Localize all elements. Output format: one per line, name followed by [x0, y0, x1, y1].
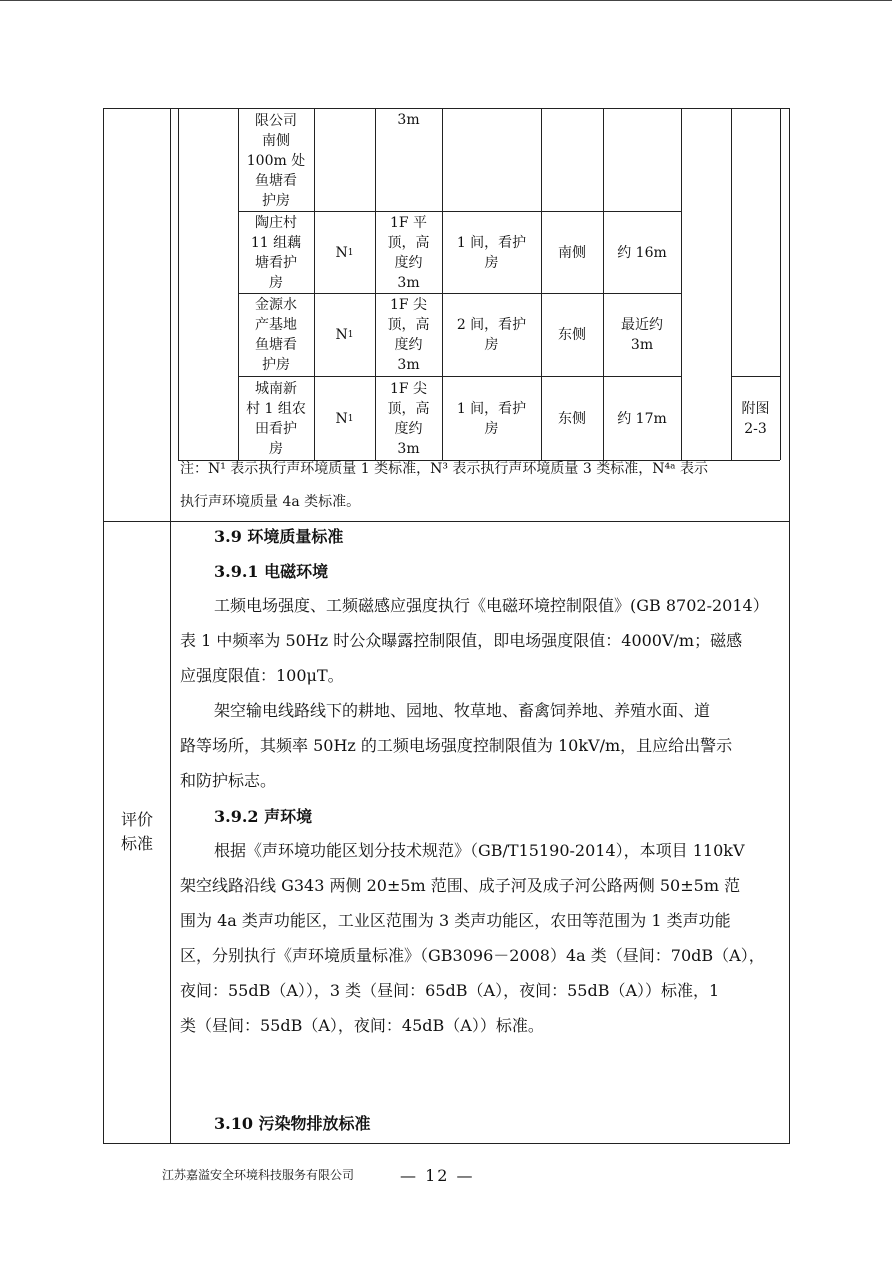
- section-heading: 3.9 环境质量标准: [214, 527, 344, 546]
- inner-table-right: [780, 108, 781, 460]
- section-heading: 3.9.1 电磁环境: [214, 562, 329, 581]
- paragraph-line: 区，分别执行《声环境质量标准》（GB3096－2008）4a 类（昼间：70dB（A），: [180, 946, 765, 965]
- table-cell-standard: N 1: [335, 410, 354, 427]
- section-heading: 3.9.2 声环境: [214, 807, 313, 826]
- table-cell-structure: 1F 尖 顶，高 度约 3m: [387, 297, 430, 373]
- table-note-line: 注：N¹ 表示执行声环境质量 1 类标准，N³ 表示执行声环境质量 3 类标准，N⁴ᵃ 表示: [180, 461, 708, 477]
- paragraph-line: 架空输电线路线下的耕地、园地、牧草地、畜禽饲养地、养殖水面、道: [214, 701, 711, 720]
- paragraph-line: 应强度限值：100μT。: [180, 666, 344, 685]
- table-cell-figure: 附图 2-3: [741, 400, 770, 437]
- paragraph-line: 根据《声环境功能区划分技术规范》（GB/T15190-2014），本项目 110kV: [214, 841, 745, 860]
- paragraph-line: 夜间：55dB（A）），3 类（昼间：65dB（A），夜间：55dB（A））标准，1: [180, 981, 720, 1000]
- paragraph-line: 围为 4a 类声功能区，工业区范围为 3 类声功能区，农田等范围为 1 类声功能: [180, 911, 731, 930]
- table-cell-distance: 约 17m: [617, 410, 667, 427]
- table-note-line: 执行声环境质量 4a 类标准。: [180, 494, 361, 510]
- table-cell-direction: 东侧: [558, 410, 586, 427]
- section-divider: [103, 521, 790, 522]
- table-cell-scale: 1 间，看护 房: [456, 400, 527, 437]
- table-cell-standard: N 1: [335, 327, 354, 343]
- table-cell-scale: 2 间，看护 房: [456, 317, 527, 353]
- table-cell-name: 金源水 产基地 鱼塘看 护房: [255, 297, 297, 373]
- table-cell-distance: 最近约 3m: [621, 317, 663, 353]
- footer-company: 江苏嘉溢安全环境科技服务有限公司: [162, 1168, 355, 1182]
- inner-table-left: [178, 108, 179, 460]
- evaluation-standard-label: 评价 标准: [120, 810, 153, 853]
- paragraph-line: 表 1 中频率为 50Hz 时公众曝露控制限值，即电场强度限值：4000V/m；磁感: [180, 631, 743, 650]
- table-cell-direction: 东侧: [558, 327, 586, 343]
- page-top-border: [0, 0, 892, 1]
- table-cell-scale: 1 间，看护 房: [456, 234, 527, 271]
- table-cell-name: 城南新 村 1 组农 田看护 房: [246, 380, 306, 457]
- table-cell-structure: 3m: [397, 112, 420, 128]
- paragraph-line: 工频电场强度、工频磁感应强度执行《电磁环境控制限值》(GB 8702-2014）: [214, 596, 769, 615]
- paragraph-line: 路等场所，其频率 50Hz 的工频电场强度控制限值为 10kV/m，且应给出警示: [180, 736, 733, 755]
- table-cell-standard: N 1: [335, 244, 354, 261]
- paragraph-line: 类（昼间：55dB（A），夜间：45dB（A））标准。: [180, 1016, 544, 1035]
- table-cell-name: 陶庄村 11 组藕 塘看护 房: [250, 214, 302, 291]
- col-divider: [681, 108, 682, 460]
- table-cell-direction: 南侧: [558, 244, 586, 261]
- table-cell-distance: 约 16m: [617, 244, 667, 261]
- paragraph-line: 架空线路沿线 G343 两侧 20±5m 范围、成子河及成子河公路两侧 50±5m 范: [180, 876, 741, 895]
- page-number: — 12 —: [400, 1166, 475, 1185]
- table-cell-structure: 1F 平 顶，高 度约 3m: [387, 214, 430, 291]
- paragraph-line: 和防护标志。: [180, 771, 277, 790]
- table-cell-name: 限公司 南侧 100m 处 鱼塘看 护房: [246, 112, 306, 209]
- label-column-divider: [170, 108, 171, 1144]
- table-cell-structure: 1F 尖 顶，高 度约 3m: [387, 380, 430, 457]
- section-heading: 3.10 污染物排放标准: [214, 1114, 371, 1133]
